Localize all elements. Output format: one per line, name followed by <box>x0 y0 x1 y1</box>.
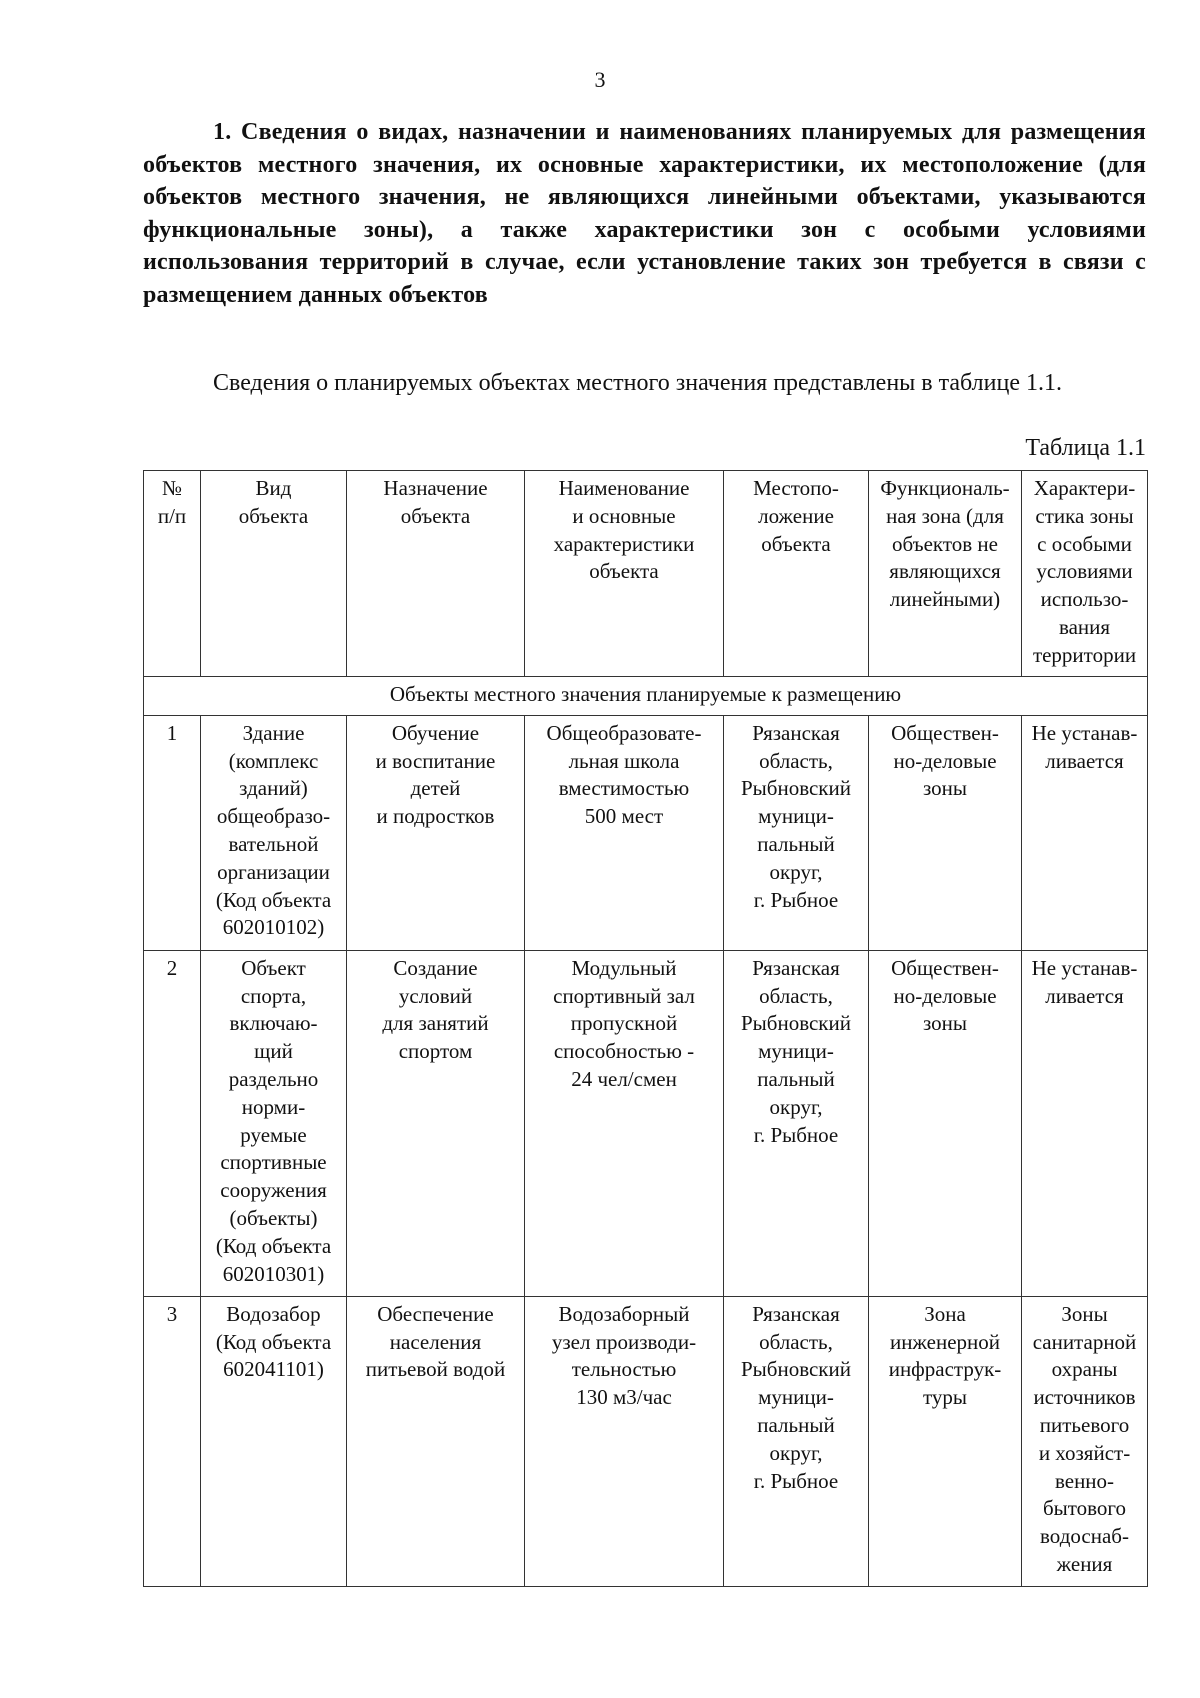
header-purpose: Назначение объекта <box>347 471 525 677</box>
header-type: Вид объекта <box>201 471 347 677</box>
cell-purpose: Создание условий для занятий спортом <box>347 950 525 1296</box>
table-section-row <box>144 677 1148 716</box>
cell-num: 3 <box>144 1296 201 1586</box>
cell-zone: Зона инженерной инфраструк- туры <box>869 1296 1022 1586</box>
table-caption: Таблица 1.1 <box>1025 435 1146 461</box>
table-row <box>144 715 1148 950</box>
cell-zone: Обществен- но-деловые зоны <box>869 715 1022 950</box>
header-num: № п/п <box>144 471 201 677</box>
cell-special: Не устанав- ливается <box>1022 950 1148 1296</box>
cell-num: 1 <box>144 715 201 950</box>
header-name: Наименование и основные характеристики объекта <box>525 471 724 677</box>
cell-special: Зоны санитарной охраны источников питьевого и хозяйст- венно- бытового водоснаб- жения <box>1022 1296 1148 1586</box>
cell-purpose: Обучение и воспитание детей и подростков <box>347 715 525 950</box>
section-heading: 1. Сведения о видах, назначении и наименованиях планируемых для размещения объектов местного значения, их основные характеристики, их местоположение (для объектов местного значения, не являющихся линейными объектами, указываются функциональные зоны), а также характеристики зон с особыми условиями использования территорий в случае, если установление таких зон требуется в связи с размещением данных объектов <box>143 119 1146 308</box>
cell-purpose: Обеспечение населения питьевой водой <box>347 1296 525 1586</box>
cell-num: 2 <box>144 950 201 1296</box>
cell-zone: Обществен- но-деловые зоны <box>869 950 1022 1296</box>
table-row <box>144 950 1148 1296</box>
section-title: Объекты местного значения планируемые к размещению <box>144 677 1148 716</box>
header-location: Местопо- ложение объекта <box>724 471 869 677</box>
cell-type: Водозабор (Код объекта 602041101) <box>201 1296 347 1586</box>
table-row <box>144 1296 1148 1586</box>
page-number: 3 <box>594 67 606 92</box>
cell-name: Общеобразовате- льная школа вместимостью 500 мест <box>525 715 724 950</box>
cell-special: Не устанав- ливается <box>1022 715 1148 950</box>
header-zone: Функциональ- ная зона (для объектов не являющихся линейными) <box>869 471 1022 677</box>
cell-name: Водозаборный узел производи- тельностью 130 м3/час <box>525 1296 724 1586</box>
cell-type: Здание (комплекс зданий) общеобразо- вательной организации (Код объекта 602010102) <box>201 715 347 950</box>
cell-location: Рязанская область, Рыбновский муници- пальный округ, г. Рыбное <box>724 715 869 950</box>
cell-type: Объект спорта, включаю- щий раздельно норми- руемые спортивные сооружения (объекты) (Код объекта 602010301) <box>201 950 347 1296</box>
cell-location: Рязанская область, Рыбновский муници- пальный округ, г. Рыбное <box>724 1296 869 1586</box>
table-header-row <box>144 471 1148 677</box>
cell-name: Модульный спортивный зал пропускной способностью - 24 чел/смен <box>525 950 724 1296</box>
intro-paragraph: Сведения о планируемых объектах местного значения представлены в таблице 1.1. <box>213 370 1062 396</box>
header-special: Характери- стика зоны с особыми условиями использо- вания территории <box>1022 471 1148 677</box>
cell-location: Рязанская область, Рыбновский муници- пальный округ, г. Рыбное <box>724 950 869 1296</box>
objects-table <box>143 470 1148 1587</box>
